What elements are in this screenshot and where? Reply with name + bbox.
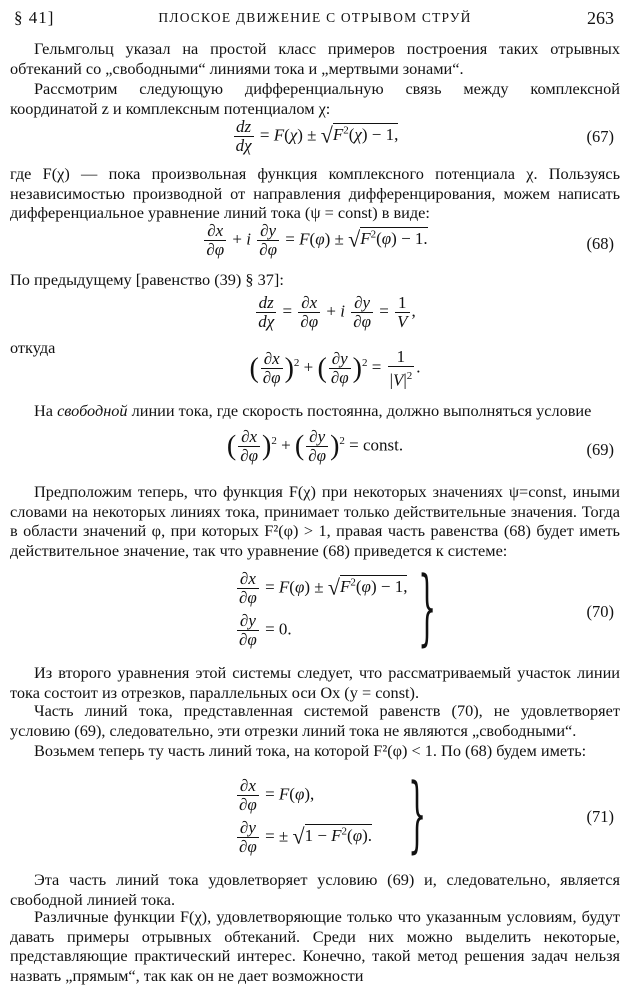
equation-68-label: (68) [586,234,614,253]
equation-70-rows [235,570,407,648]
equation-71 [10,767,620,867]
equation-modulus-body: ( $\frac{\partial x}{\partial\varphi}$ )$^2$ + ( $\frac{\partial y}{\partial\varphi}$ )$^2$ = $\frac{1}{|V|^2}$ . [249,347,421,390]
paragraph-6-prefix: На [34,401,58,420]
paragraph-9: Часть линий тока, представленная системой равенств (70), не удовлетворяет условию (69), следовательно, эти отрезки линий тока не являются „свободными“. [10,701,620,740]
right-brace-71: } [408,767,427,862]
equation-68 [10,222,620,268]
equation-67-body: $\frac{dz}{d\chi}$ = $F(\chi) \pm √F^2(\chi) - 1$, [235,117,399,155]
equation-70-row-1: $\frac{\partial x}{\partial\varphi}$ = $F(\varphi) \pm √F^2(\varphi) - 1$, [239,569,408,607]
running-header [10,8,620,30]
const-text: const. [362,435,404,455]
equation-71-row-1: $\frac{\partial x}{\partial\varphi}$ = F(φ), [239,776,315,814]
paragraph-5: откуда [10,338,56,357]
paragraph-2: Рассмотрим следующую дифференциальную связь между комплексной координатой z и комплексным потенциалом χ: [10,79,620,118]
paragraph-12: Различные функции F(χ), удовлетворяющие только что указанным условиям, будут давать примеры отрывных обтеканий. Среди них можно выделить некоторые, представляющие практический интерес. Конечно, такой метод решения задач нельзя назвать „прямым“, так как он не дает возможности [10,907,620,986]
paragraph-7: Предположим теперь, что функция F(χ) при некоторых значениях ψ=const, иными словами на некоторых линиях тока, принимает только действительные значения. Тогда в области значений φ, при которых F²(φ) > 1, правая часть равенства (68) будет иметь действительное значение, так что уравнение (68) приведется к системе: [10,482,620,561]
equation-67 [10,118,620,164]
paragraph-8: Из второго уравнения этой системы следует, что рассматриваемый участок линии тока состоит из отрезков, параллельных оси Ox (y = const). [10,663,620,702]
paragraph-11: Эта часть линий тока удовлетворяет условию (69) и, следовательно, является свободной линией тока. [10,870,620,909]
equation-69-label: (69) [586,440,614,459]
paragraph-4: По предыдущему [равенство (39) § 37]: [10,270,284,289]
paragraph-6 [10,401,620,421]
equation-modulus [10,348,620,394]
equation-70-row-2: $\frac{\partial y}{\partial\varphi}$ = 0. [239,611,292,649]
equation-69-body: ( $\frac{\partial x}{\partial\varphi}$ )$^2$ + ( $\frac{\partial y}{\partial\varphi}$ )$^2$ = const. [226,427,404,465]
paragraph-3: где F(χ) — пока произвольная функция комплексного потенциала χ. Пользуясь независимостью производной от направления дифференцирования, можем написать дифференциальное уравнение линий тока (ψ = const) в виде: [10,164,620,223]
equation-71-label: (71) [586,807,614,826]
paragraph-1: Гельмгольц указал на простой класс примеров построения таких отрывных обтеканий со „свободными“ линиями тока и „мертвыми зонами“. [10,39,620,78]
chapter-title: ПЛОСКОЕ ДВИЖЕНИЕ С ОТРЫВОМ СТРУЙ [158,10,472,25]
equation-velocity [10,294,620,340]
paragraph-6-italic: свободной [57,401,128,420]
equation-71-row-2: $\frac{\partial y}{\partial\varphi}$ = ± $√1 - F^2(\varphi)$. [239,818,373,856]
paragraph-6-suffix: линии тока, где скорость постоянна, должно выполняться условие [127,401,592,420]
equation-67-label: (67) [586,127,614,146]
equation-70 [10,560,620,660]
equation-71-rows [235,777,372,855]
right-brace-70: } [418,560,437,655]
section-ref: § 41] [14,8,55,27]
paragraph-10: Возьмем теперь ту часть линий тока, на которой F²(φ) < 1. По (68) будем иметь: [34,741,587,760]
equation-70-label: (70) [586,602,614,621]
page-number: 263 [587,8,614,28]
equation-velocity-body: $\frac{dz}{d\chi}$ = $\frac{\partial x}{\partial\varphi}$ + i $\frac{\partial y}{\partial\varphi}$ = $\frac{1}{V}$ , [258,293,416,331]
equation-68-body: $\frac{\partial x}{\partial\varphi}$ + i $\frac{\partial y}{\partial\varphi}$ = $F(\varphi) \pm √F^2(\varphi) - 1$. [206,221,428,259]
equation-69 [10,428,620,474]
